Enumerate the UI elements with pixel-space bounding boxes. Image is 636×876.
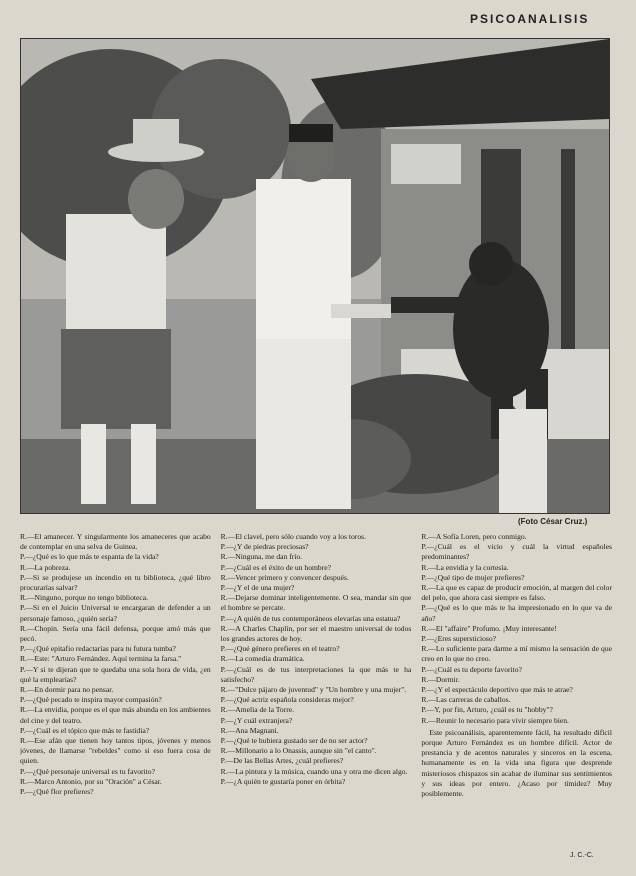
paragraph: P.—¿A quién te gustaría poner en órbita? (220, 776, 346, 786)
paragraph: R.—En dormir para no pensar. (20, 685, 114, 695)
paragraph: P.—¿A quién de tus contemporáneos elevarías una estatua? (220, 613, 401, 623)
paragraph: R.—"Dulce pájaro de juventud" y "Un hombre y una mujer". (220, 685, 407, 695)
paragraph: P.—¿Qué es lo que más te espanta de la vida? (20, 552, 159, 562)
photo-credit: (Foto César Cruz.) (518, 517, 588, 526)
paragraph: P.—¿Cuál es el vicio y cuál la virtud españoles predominantes? (421, 542, 613, 562)
paragraph: R.—A Sofía Loren, pero conmigo. (421, 532, 527, 541)
photograph (20, 38, 610, 514)
paragraph: P.—¿Eres supersticioso? (421, 634, 497, 644)
paragraph: R.—Vencer primero y convencer después. (220, 572, 349, 582)
paragraph: P.—Si se produjese un incendio en tu biblioteca, ¿qué libro procurarías salvar? (20, 572, 211, 593)
paragraph: R.—Dormir. (421, 674, 460, 684)
column-2 (221, 532, 412, 864)
paragraph: R.—La que es capaz de producir emoción, al margen del color del pelo, que ahora casi siempre es falso. (421, 583, 613, 603)
paragraph: P.—¿Y el de una mujer? (220, 583, 295, 593)
paragraph: R.—La envidia, porque es el que más abunda en los ambientes del cine y del teatro. (20, 705, 211, 725)
paragraph: P.—¿Y de piedras preciosas? (220, 542, 309, 552)
paragraph: P.—¿Qué flor prefieres? (20, 787, 94, 797)
paragraph: P.—De las Bellas Artes, ¿cuál prefieres? (220, 756, 344, 766)
paragraph: P.—¿Y el espectáculo deportivo que más te atrae? (421, 685, 573, 695)
paragraph: P.—¿Qué personaje universal es tu favorito? (20, 766, 155, 776)
paragraph: R.—El clavel, pero sólo cuando voy a los toros. (220, 532, 366, 541)
paragraph: R.—Las carreras de caballos. (421, 695, 511, 705)
column-3 (421, 532, 612, 864)
paragraph: R.—Reunir lo necesario para vivir siempre bien. (421, 715, 569, 725)
paragraph: R.—El "affaire" Profumo. ¡Muy interesante! (421, 623, 557, 633)
paragraph: R.—La envidia y la cortesía. (421, 562, 509, 572)
paragraph: P.—Y si te dijeran que te quedaba una sola hora de vida, ¿en qué la emplearías? (20, 664, 211, 684)
paragraph: R.—La pintura y la música, cuando una y otra me dicen algo. (220, 766, 408, 776)
paragraph: R.—Ana Magnani. (220, 725, 279, 735)
paragraph: R.—Marco Antonio, por su "Oración" a César. (20, 776, 162, 786)
paragraph: P.—Si en el Juicio Universal te encargaran de defender a un personaje famoso, ¿quién sería? (20, 603, 211, 623)
paragraph: P.—¿Qué pecado te inspira mayor compasión? (20, 695, 162, 705)
paragraph: P.—¿Qué actriz española consideras mejor? (220, 695, 354, 705)
paragraph: P.—Y, por fin, Arturo, ¿cuál es tu "hobby"? (421, 705, 553, 715)
paragraph: R.—Este: "Arturo Fernández. Aquí termina la farsa." (20, 654, 182, 664)
paragraph: R.—El amanecer. Y singularmente los amaneceres que acabo de contemplar en una selva de Guinea. (20, 532, 211, 552)
paragraph: R.—Lo suficiente para darme a mí mismo la sensación de que creo en lo que no creo. (421, 644, 613, 664)
paragraph: P.—¿Cuál es tu deporte favorito? (421, 664, 522, 674)
paragraph: P.—¿Cuál es el éxito de un hombre? (220, 562, 331, 572)
paragraph: R.—Amelia de la Torre. (220, 705, 295, 715)
paragraph: P.—¿Qué tipo de mujer prefieres? (421, 572, 525, 582)
paragraph: P.—¿Qué es lo que más te ha impresionado en lo que va de año? (421, 603, 613, 623)
paragraph: R.—Millonario a lo Onassis, aunque sin "el canto". (220, 746, 377, 756)
column-1 (20, 532, 211, 864)
paragraph: P.—¿Qué epitafio redactarías para tu futura tumba? (20, 644, 176, 654)
paragraph: R.—Ese afán que tienen hoy tantos tipos, jóvenes y menos jóvenes, de llamarse "rebeldes" como si eso fuera cosa de quien. (20, 736, 211, 766)
author-signature: J. C.-C. (570, 852, 594, 859)
interview-columns (20, 532, 612, 864)
paragraph: R.—Chopin. Sería una fácil defensa, porque amó más que pecó. (20, 623, 211, 644)
paragraph: P.—¿Cuál es el tópico que más te fastidia? (20, 725, 150, 735)
paragraph: R.—Ninguna, me dan frío. (220, 552, 303, 562)
paragraph: Este psicoanálisis, aparentemente fácil, ha resultado difícil porque Arturo Fernández es un hombre difícil. Actor de prestancia y de acentos naturales y sinceros en la escena, humanamente es en la vida una figura que desprende misteriosos chispazos sin acabar de iluminar sus sentimientos y sus ideas por entero. ¿Acaso por tímidez? Muy posiblemente. (421, 727, 613, 799)
paragraph: R.—La pobreza. (20, 562, 71, 572)
paragraph: P.—¿Qué te hubiera gustado ser de no ser actor? (220, 736, 368, 746)
paragraph: R.—La comedia dramática. (220, 654, 305, 664)
paragraph: P.—¿Qué género prefieres en el teatro? (220, 644, 340, 654)
paragraph: R.—Dejarse dominar inteligentemente. O sea, mandar sin que el hombre se percate. (220, 593, 412, 613)
paragraph: P.—¿Y cuál extranjera? (220, 715, 293, 725)
paragraph: P.—¿Cuál es de tus interpretaciones la que más te ha satisfecho? (220, 664, 412, 684)
paragraph: R.—A Charles Chaplin, por ser el maestro universal de todos los grandes actores de hoy. (220, 623, 412, 644)
photo-illustration (21, 39, 609, 513)
section-header: PSICOANALISIS (470, 12, 590, 26)
paragraph: R.—Ninguno, porque no tengo biblioteca. (20, 593, 149, 603)
